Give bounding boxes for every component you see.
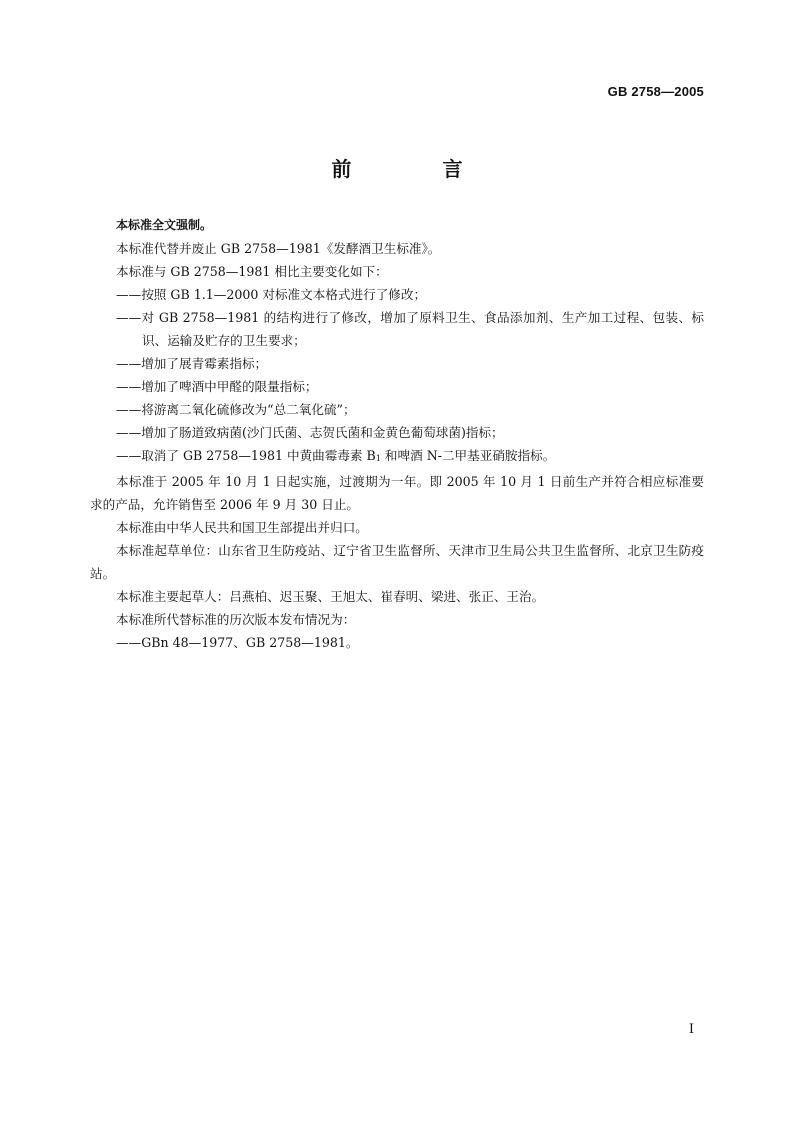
subscript: 1: [375, 454, 381, 463]
change-item-removed: [90, 444, 704, 470]
page-title: 前 言: [331, 157, 505, 181]
paragraph-proposer: 本标准由中华人民共和国卫生部提出并归口。: [116, 520, 368, 535]
page-number: I: [688, 1022, 694, 1037]
paragraph-replaces: 本标准代替并废止 GB 2758—1981《发酵酒卫生标准》。: [116, 241, 441, 256]
paragraph-changes-intro: 本标准与 GB 2758—1981 相比主要变化如下：: [116, 264, 388, 279]
change-item-removed-text: ——取消了 GB 2758—1981 中黄曲霉毒素 B: [116, 448, 376, 463]
change-item-format: ——按照 GB 1.1—2000 对标准文本格式进行了修改；: [116, 287, 427, 302]
change-item-removed-text-tail: 和啤酒 N-二甲基亚硝胺指标。: [380, 448, 556, 463]
document-code: GB 2758—2005: [607, 84, 704, 99]
paragraph-mandatory: 本标准全文强制。: [116, 218, 213, 232]
change-item-structure: ——对 GB 2758—1981 的结构进行了修改，增加了原料卫生、食品添加剂、生产加工过程、包装、标识、运输及贮存的卫生要求；: [116, 310, 704, 348]
paragraph-implementation: 本标准于 2005 年 10 月 1 日起实施，过渡期为一年。即 2005 年 10 月 1 日前生产并符合相应标准要求的产品，允许销售至 2006 年 9 月 30 日止。: [90, 474, 704, 512]
change-item-formaldehyde: ——增加了啤酒中甲醛的限量指标；: [116, 379, 318, 394]
history-item: ——GBn 48—1977、GB 2758—1981。: [116, 635, 359, 650]
change-item-patulin: ——增加了展青霉素指标；: [116, 356, 268, 371]
foreword-body: [90, 214, 704, 654]
paragraph-history-intro: 本标准所代替标准的历次版本发布情况为：: [116, 612, 356, 627]
paragraph-drafters: 本标准主要起草人：吕燕柏、迟玉聚、王旭太、崔春明、梁进、张正、王治。: [116, 589, 545, 604]
paragraph-drafting-units: 本标准起草单位：山东省卫生防疫站、辽宁省卫生监督所、天津市卫生局公共卫生监督所、北京卫生防疫站。: [90, 543, 704, 581]
change-item-pathogens: ——增加了肠道致病菌(沙门氏菌、志贺氏菌和金黄色葡萄球菌)指标；: [116, 425, 504, 440]
change-item-sulfur-dioxide: ——将游离二氧化硫修改为“总二氧化硫”；: [116, 402, 356, 417]
